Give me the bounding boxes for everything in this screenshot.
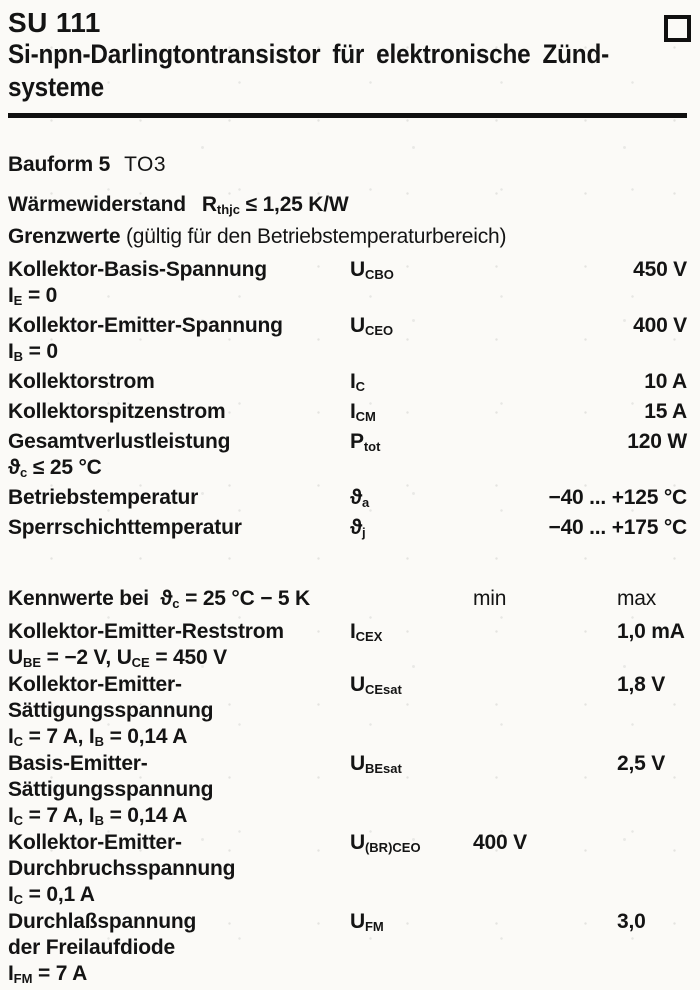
text-run: ≤ 25 °C — [27, 456, 102, 479]
min-column-header: min — [473, 587, 507, 610]
part-number: SU 111 — [8, 7, 101, 38]
kennwerte-table — [8, 619, 687, 987]
spec-max-value: 2,5 V — [617, 752, 666, 775]
spec-label — [8, 369, 350, 395]
subscript: FM — [13, 971, 33, 986]
spec-row — [8, 751, 687, 829]
spec-label-line — [8, 515, 350, 541]
spec-symbol — [350, 515, 366, 541]
spec-max-value: 1,0 mA — [617, 620, 685, 643]
spec-row — [8, 515, 687, 541]
text-run: I — [8, 725, 14, 748]
text-run: U — [350, 258, 365, 281]
subscript: tot — [363, 439, 381, 454]
text-run: ≤ 1,25 K/W — [239, 193, 349, 216]
spec-symbol — [350, 369, 365, 395]
subscript: (BR)CEO — [364, 840, 421, 855]
text-run: I — [350, 400, 356, 423]
text-run: Gesamtverlustleistung — [8, 430, 231, 453]
spec-label-line — [8, 455, 350, 481]
text-run: I — [8, 883, 14, 906]
text-run: I — [8, 284, 14, 307]
spec-symbol — [350, 751, 402, 777]
spec-label-line — [8, 803, 350, 829]
page-title-line1: Si-npn-Darlingtontransistor für elektronische Zünd- — [8, 39, 610, 69]
spec-row — [8, 619, 687, 671]
subscript: CEX — [355, 629, 383, 644]
thermal-label: Wärmewiderstand — [8, 193, 186, 216]
subscript: B — [94, 734, 104, 749]
spec-label-line — [8, 856, 350, 882]
spec-row — [8, 485, 687, 511]
spec-label-line — [8, 619, 350, 645]
text-run: I — [8, 340, 14, 363]
text-run: R — [201, 193, 217, 216]
spec-label-line — [8, 369, 350, 395]
spec-row — [8, 369, 687, 395]
text-run: Durchlaßspannung — [8, 910, 197, 933]
subscript: BEsat — [364, 761, 402, 776]
spec-symbol — [350, 485, 369, 511]
spec-label-line — [8, 257, 350, 283]
thermal-symbol-value — [202, 193, 349, 216]
subscript: B — [94, 813, 104, 828]
text-run: = −2 V, U — [41, 646, 132, 669]
spec-value: 450 V — [633, 258, 687, 281]
spec-row — [8, 257, 687, 309]
text-run: = 0 — [22, 284, 58, 307]
spec-label-line — [8, 935, 350, 961]
text-run: = 25 °C − 5 K — [179, 587, 310, 610]
text-run: ϑ — [8, 456, 21, 479]
text-run: U — [350, 910, 365, 933]
spec-label — [8, 619, 350, 671]
spec-label — [8, 257, 350, 309]
spec-symbol — [350, 909, 384, 935]
text-run: = 0 — [23, 340, 58, 363]
thermal-resistance-row — [8, 192, 687, 218]
spec-label-line — [8, 645, 350, 671]
text-run: I — [350, 370, 356, 393]
spec-label-line — [8, 672, 350, 698]
text-run: Sperrschichttemperatur — [8, 516, 242, 539]
text-run: = 0,14 A — [103, 804, 188, 827]
text-run: = 450 V — [149, 646, 227, 669]
spec-label-line — [8, 399, 350, 425]
spec-label — [8, 751, 350, 829]
kennwerte-heading — [8, 586, 687, 612]
spec-label-line — [8, 830, 350, 856]
spec-label — [8, 672, 350, 750]
spec-max-value: 1,8 V — [617, 673, 666, 696]
subscript: C — [13, 734, 24, 749]
subscript: c — [172, 596, 180, 611]
text-run: U — [350, 752, 365, 775]
subscript: B — [13, 349, 24, 364]
grenzwerte-title: Grenzwerte — [8, 225, 121, 248]
subscript: j — [362, 525, 366, 540]
spec-label-line — [8, 909, 350, 935]
text-run: Sättigungsspannung — [8, 778, 214, 801]
text-run: Kollektor-Basis-Spannung — [8, 258, 267, 281]
text-run: Betriebstemperatur — [8, 486, 199, 509]
spec-label — [8, 515, 350, 541]
text-run: = 0,1 A — [23, 883, 95, 906]
spec-row — [8, 672, 687, 750]
subscript: FM — [364, 919, 384, 934]
text-run: P — [350, 430, 364, 453]
spec-symbol — [350, 830, 421, 856]
page-title — [8, 38, 678, 104]
subscript: CBO — [364, 267, 394, 282]
text-run: Basis-Emitter- — [8, 752, 148, 775]
spec-row — [8, 429, 687, 481]
spec-label-line — [8, 882, 350, 908]
spec-label — [8, 909, 350, 987]
spec-value: −40 ... +125 °C — [548, 486, 687, 509]
spec-label — [8, 313, 350, 365]
spec-symbol — [350, 399, 376, 425]
spec-label — [8, 485, 350, 511]
subscript: C — [13, 892, 24, 907]
spec-label — [8, 429, 350, 481]
text-run: Kollektorspitzenstrom — [8, 400, 226, 423]
text-run: Kollektor-Emitter- — [8, 673, 182, 696]
text-run: U — [350, 314, 365, 337]
text-run: der Freilaufdiode — [8, 936, 175, 959]
package-label: Bauform 5 — [8, 153, 111, 176]
spec-row — [8, 313, 687, 365]
spec-value: 15 A — [644, 400, 687, 423]
subscript: BE — [22, 655, 42, 670]
text-run: I — [350, 620, 356, 643]
text-run: U — [350, 673, 365, 696]
spec-label-line — [8, 961, 350, 987]
text-run: Sättigungsspannung — [8, 699, 214, 722]
spec-max-value: 3,0 — [617, 910, 646, 933]
page-title-line2: systeme — [8, 72, 105, 102]
spec-symbol — [350, 619, 382, 645]
grenzwerte-note: (gültig für den Betriebstemperaturbereich) — [120, 225, 507, 248]
spec-row — [8, 399, 687, 425]
spec-label — [8, 399, 350, 425]
subscript: CM — [355, 409, 376, 424]
package-row — [8, 152, 687, 178]
spec-label-line — [8, 724, 350, 750]
spec-min-value: 400 V — [473, 831, 527, 854]
text-run: = 7 A, I — [23, 804, 95, 827]
text-run: ϑ — [350, 486, 363, 509]
kennwerte-condition — [119, 587, 310, 610]
spec-label-line — [8, 751, 350, 777]
spec-label-line — [8, 339, 350, 365]
spec-symbol — [350, 257, 394, 283]
spec-value: −40 ... +175 °C — [548, 516, 687, 539]
max-column-header: max — [617, 587, 657, 610]
spec-label-line — [8, 313, 350, 339]
spec-row — [8, 909, 687, 987]
spec-value: 120 W — [627, 430, 687, 453]
spec-label-line — [8, 698, 350, 724]
text-run: U — [8, 646, 23, 669]
subscript: C — [13, 813, 24, 828]
text-run: Kollektor-Emitter-Reststrom — [8, 620, 284, 643]
text-run: Durchbruchsspannung — [8, 857, 236, 880]
spec-symbol — [350, 672, 402, 698]
spec-label-line — [8, 429, 350, 455]
text-run: I — [8, 804, 14, 827]
spec-label-line — [8, 777, 350, 803]
spec-label — [8, 830, 350, 908]
subscript: CE — [131, 655, 150, 670]
spec-symbol — [350, 313, 393, 339]
text-run: = 7 A, I — [23, 725, 95, 748]
subscript: CEsat — [364, 682, 402, 697]
subscript: CEO — [364, 323, 394, 338]
text-run: = 0,14 A — [103, 725, 188, 748]
spec-value: 10 A — [644, 370, 687, 393]
subscript: thjc — [216, 202, 240, 217]
spec-symbol — [350, 429, 380, 455]
text-run: U — [350, 831, 365, 854]
subscript: c — [20, 465, 28, 480]
text-run: ϑ — [350, 516, 363, 539]
package-value: TO3 — [124, 153, 167, 176]
spec-label-line — [8, 283, 350, 309]
subscript: E — [13, 293, 23, 308]
text-run: I — [8, 962, 14, 985]
grenzwerte-heading — [8, 224, 687, 250]
text-run: Kollektorstrom — [8, 370, 155, 393]
spec-value: 400 V — [633, 314, 687, 337]
divider-rule — [8, 113, 687, 118]
spec-label-line — [8, 485, 350, 511]
text-run: bei ϑ — [119, 587, 173, 610]
text-run: = 7 A — [32, 962, 88, 985]
grenzwerte-table — [8, 257, 687, 541]
kennwerte-title: Kennwerte — [8, 587, 114, 610]
text-run: Kollektor-Emitter-Spannung — [8, 314, 283, 337]
subscript: C — [355, 379, 366, 394]
text-run: Kollektor-Emitter- — [8, 831, 182, 854]
spec-row — [8, 830, 687, 908]
subscript: a — [362, 495, 370, 510]
